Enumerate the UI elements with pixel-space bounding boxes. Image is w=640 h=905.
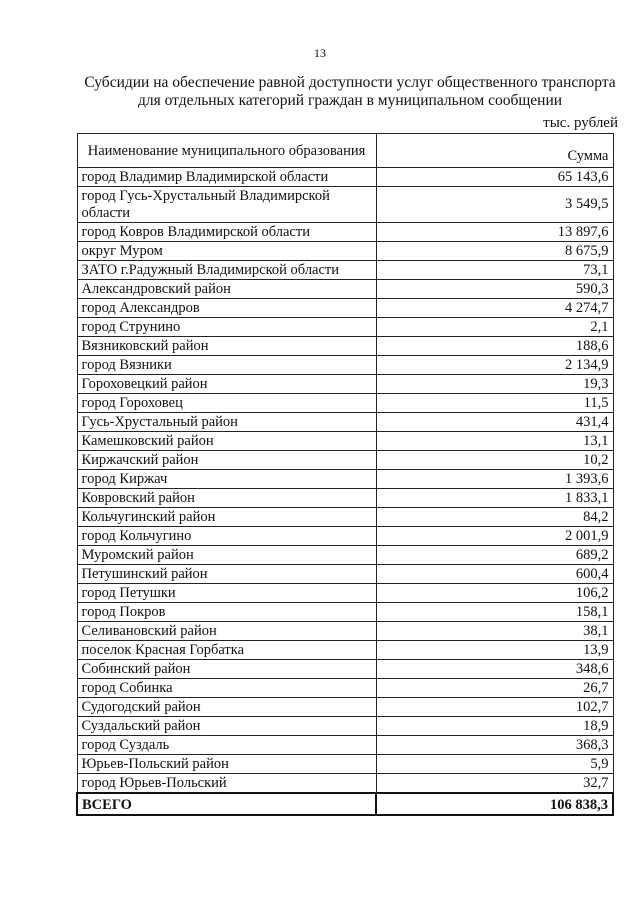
row-sum: 2 134,9 bbox=[376, 356, 613, 375]
row-sum: 18,9 bbox=[376, 717, 613, 736]
row-sum: 8 675,9 bbox=[376, 242, 613, 261]
row-sum: 13,1 bbox=[376, 432, 613, 451]
row-name: город Ковров Владимирской области bbox=[77, 223, 376, 242]
row-name: город Гороховец bbox=[77, 394, 376, 413]
table-row bbox=[77, 261, 613, 280]
table-body bbox=[77, 168, 613, 816]
table-row bbox=[77, 356, 613, 375]
row-name: Камешковский район bbox=[77, 432, 376, 451]
row-sum: 689,2 bbox=[376, 546, 613, 565]
table-row bbox=[77, 584, 613, 603]
row-sum: 188,6 bbox=[376, 337, 613, 356]
table-row bbox=[77, 168, 613, 187]
row-sum: 13,9 bbox=[376, 641, 613, 660]
table-row bbox=[77, 736, 613, 755]
table-row bbox=[77, 223, 613, 242]
row-sum: 26,7 bbox=[376, 679, 613, 698]
table-header-row bbox=[77, 134, 613, 168]
row-name: город Кольчугино bbox=[77, 527, 376, 546]
row-name: город Петушки bbox=[77, 584, 376, 603]
row-sum: 2,1 bbox=[376, 318, 613, 337]
row-sum: 84,2 bbox=[376, 508, 613, 527]
row-name: Гороховецкий район bbox=[77, 375, 376, 394]
table-row bbox=[77, 280, 613, 299]
table-row bbox=[77, 508, 613, 527]
unit-label: тыс. рублей bbox=[543, 115, 618, 131]
table-row bbox=[77, 698, 613, 717]
row-sum: 73,1 bbox=[376, 261, 613, 280]
header-sum: Сумма bbox=[376, 134, 613, 168]
table-row bbox=[77, 299, 613, 318]
row-sum: 348,6 bbox=[376, 660, 613, 679]
table-row bbox=[77, 470, 613, 489]
row-name: город Киржач bbox=[77, 470, 376, 489]
row-name: Селивановский район bbox=[77, 622, 376, 641]
row-name: Суздальский район bbox=[77, 717, 376, 736]
row-name: город Юрьев-Польский bbox=[77, 774, 376, 794]
table-row bbox=[77, 641, 613, 660]
row-sum: 38,1 bbox=[376, 622, 613, 641]
document-title bbox=[60, 74, 640, 110]
table-row bbox=[77, 432, 613, 451]
row-sum: 10,2 bbox=[376, 451, 613, 470]
table-row bbox=[77, 774, 613, 794]
table-row bbox=[77, 413, 613, 432]
row-name: Вязниковский район bbox=[77, 337, 376, 356]
row-sum: 106,2 bbox=[376, 584, 613, 603]
row-sum: 19,3 bbox=[376, 375, 613, 394]
table-row bbox=[77, 622, 613, 641]
table-row bbox=[77, 242, 613, 261]
row-sum: 431,4 bbox=[376, 413, 613, 432]
row-sum: 590,3 bbox=[376, 280, 613, 299]
row-name: Киржачский район bbox=[77, 451, 376, 470]
table-row bbox=[77, 755, 613, 774]
row-sum: 1 833,1 bbox=[376, 489, 613, 508]
row-sum: 368,3 bbox=[376, 736, 613, 755]
total-label: ВСЕГО bbox=[77, 793, 376, 815]
table-row bbox=[77, 660, 613, 679]
row-name: Ковровский район bbox=[77, 489, 376, 508]
row-sum: 102,7 bbox=[376, 698, 613, 717]
title-line-1: Субсидии на обеспечение равной доступности услуг общественного транспорта bbox=[84, 74, 616, 91]
row-sum: 5,9 bbox=[376, 755, 613, 774]
subsidy-table bbox=[76, 133, 614, 816]
table-row bbox=[77, 337, 613, 356]
row-sum: 11,5 bbox=[376, 394, 613, 413]
row-name: город Покров bbox=[77, 603, 376, 622]
table-row bbox=[77, 603, 613, 622]
title-line-2: для отдельных категорий граждан в муниципальном сообщении bbox=[137, 92, 563, 109]
row-sum: 32,7 bbox=[376, 774, 613, 794]
row-name: Муромский район bbox=[77, 546, 376, 565]
row-name: Петушинский район bbox=[77, 565, 376, 584]
row-sum: 158,1 bbox=[376, 603, 613, 622]
table-row bbox=[77, 679, 613, 698]
table-row bbox=[77, 318, 613, 337]
table-row bbox=[77, 717, 613, 736]
table-row bbox=[77, 489, 613, 508]
row-name: город Собинка bbox=[77, 679, 376, 698]
row-sum: 13 897,6 bbox=[376, 223, 613, 242]
row-name: Гусь-Хрустальный район bbox=[77, 413, 376, 432]
row-sum: 65 143,6 bbox=[376, 168, 613, 187]
row-name: Александровский район bbox=[77, 280, 376, 299]
row-name: Собинский район bbox=[77, 660, 376, 679]
row-sum: 600,4 bbox=[376, 565, 613, 584]
row-name: ЗАТО г.Радужный Владимирской области bbox=[77, 261, 376, 280]
page-number: 13 bbox=[314, 46, 326, 60]
table-row bbox=[77, 527, 613, 546]
row-name: округ Муром bbox=[77, 242, 376, 261]
table-row bbox=[77, 451, 613, 470]
table-row bbox=[77, 546, 613, 565]
header-name: Наименование муниципального образования bbox=[77, 134, 376, 168]
row-sum: 2 001,9 bbox=[376, 527, 613, 546]
row-name: город Владимир Владимирской области bbox=[77, 168, 376, 187]
row-name: город Суздаль bbox=[77, 736, 376, 755]
row-name: город Александров bbox=[77, 299, 376, 318]
row-name: Кольчугинский район bbox=[77, 508, 376, 527]
row-sum: 4 274,7 bbox=[376, 299, 613, 318]
table-row bbox=[77, 565, 613, 584]
total-sum: 106 838,3 bbox=[376, 793, 613, 815]
table-row bbox=[77, 394, 613, 413]
row-name: поселок Красная Горбатка bbox=[77, 641, 376, 660]
total-row bbox=[77, 793, 613, 815]
row-name: Судогодский район bbox=[77, 698, 376, 717]
row-name: город Гусь-Хрустальный Владимирской области bbox=[77, 187, 376, 223]
row-sum: 1 393,6 bbox=[376, 470, 613, 489]
table-row bbox=[77, 375, 613, 394]
row-sum: 3 549,5 bbox=[376, 187, 613, 223]
row-name: Юрьев-Польский район bbox=[77, 755, 376, 774]
row-name: город Струнино bbox=[77, 318, 376, 337]
table-row bbox=[77, 187, 613, 223]
row-name: город Вязники bbox=[77, 356, 376, 375]
